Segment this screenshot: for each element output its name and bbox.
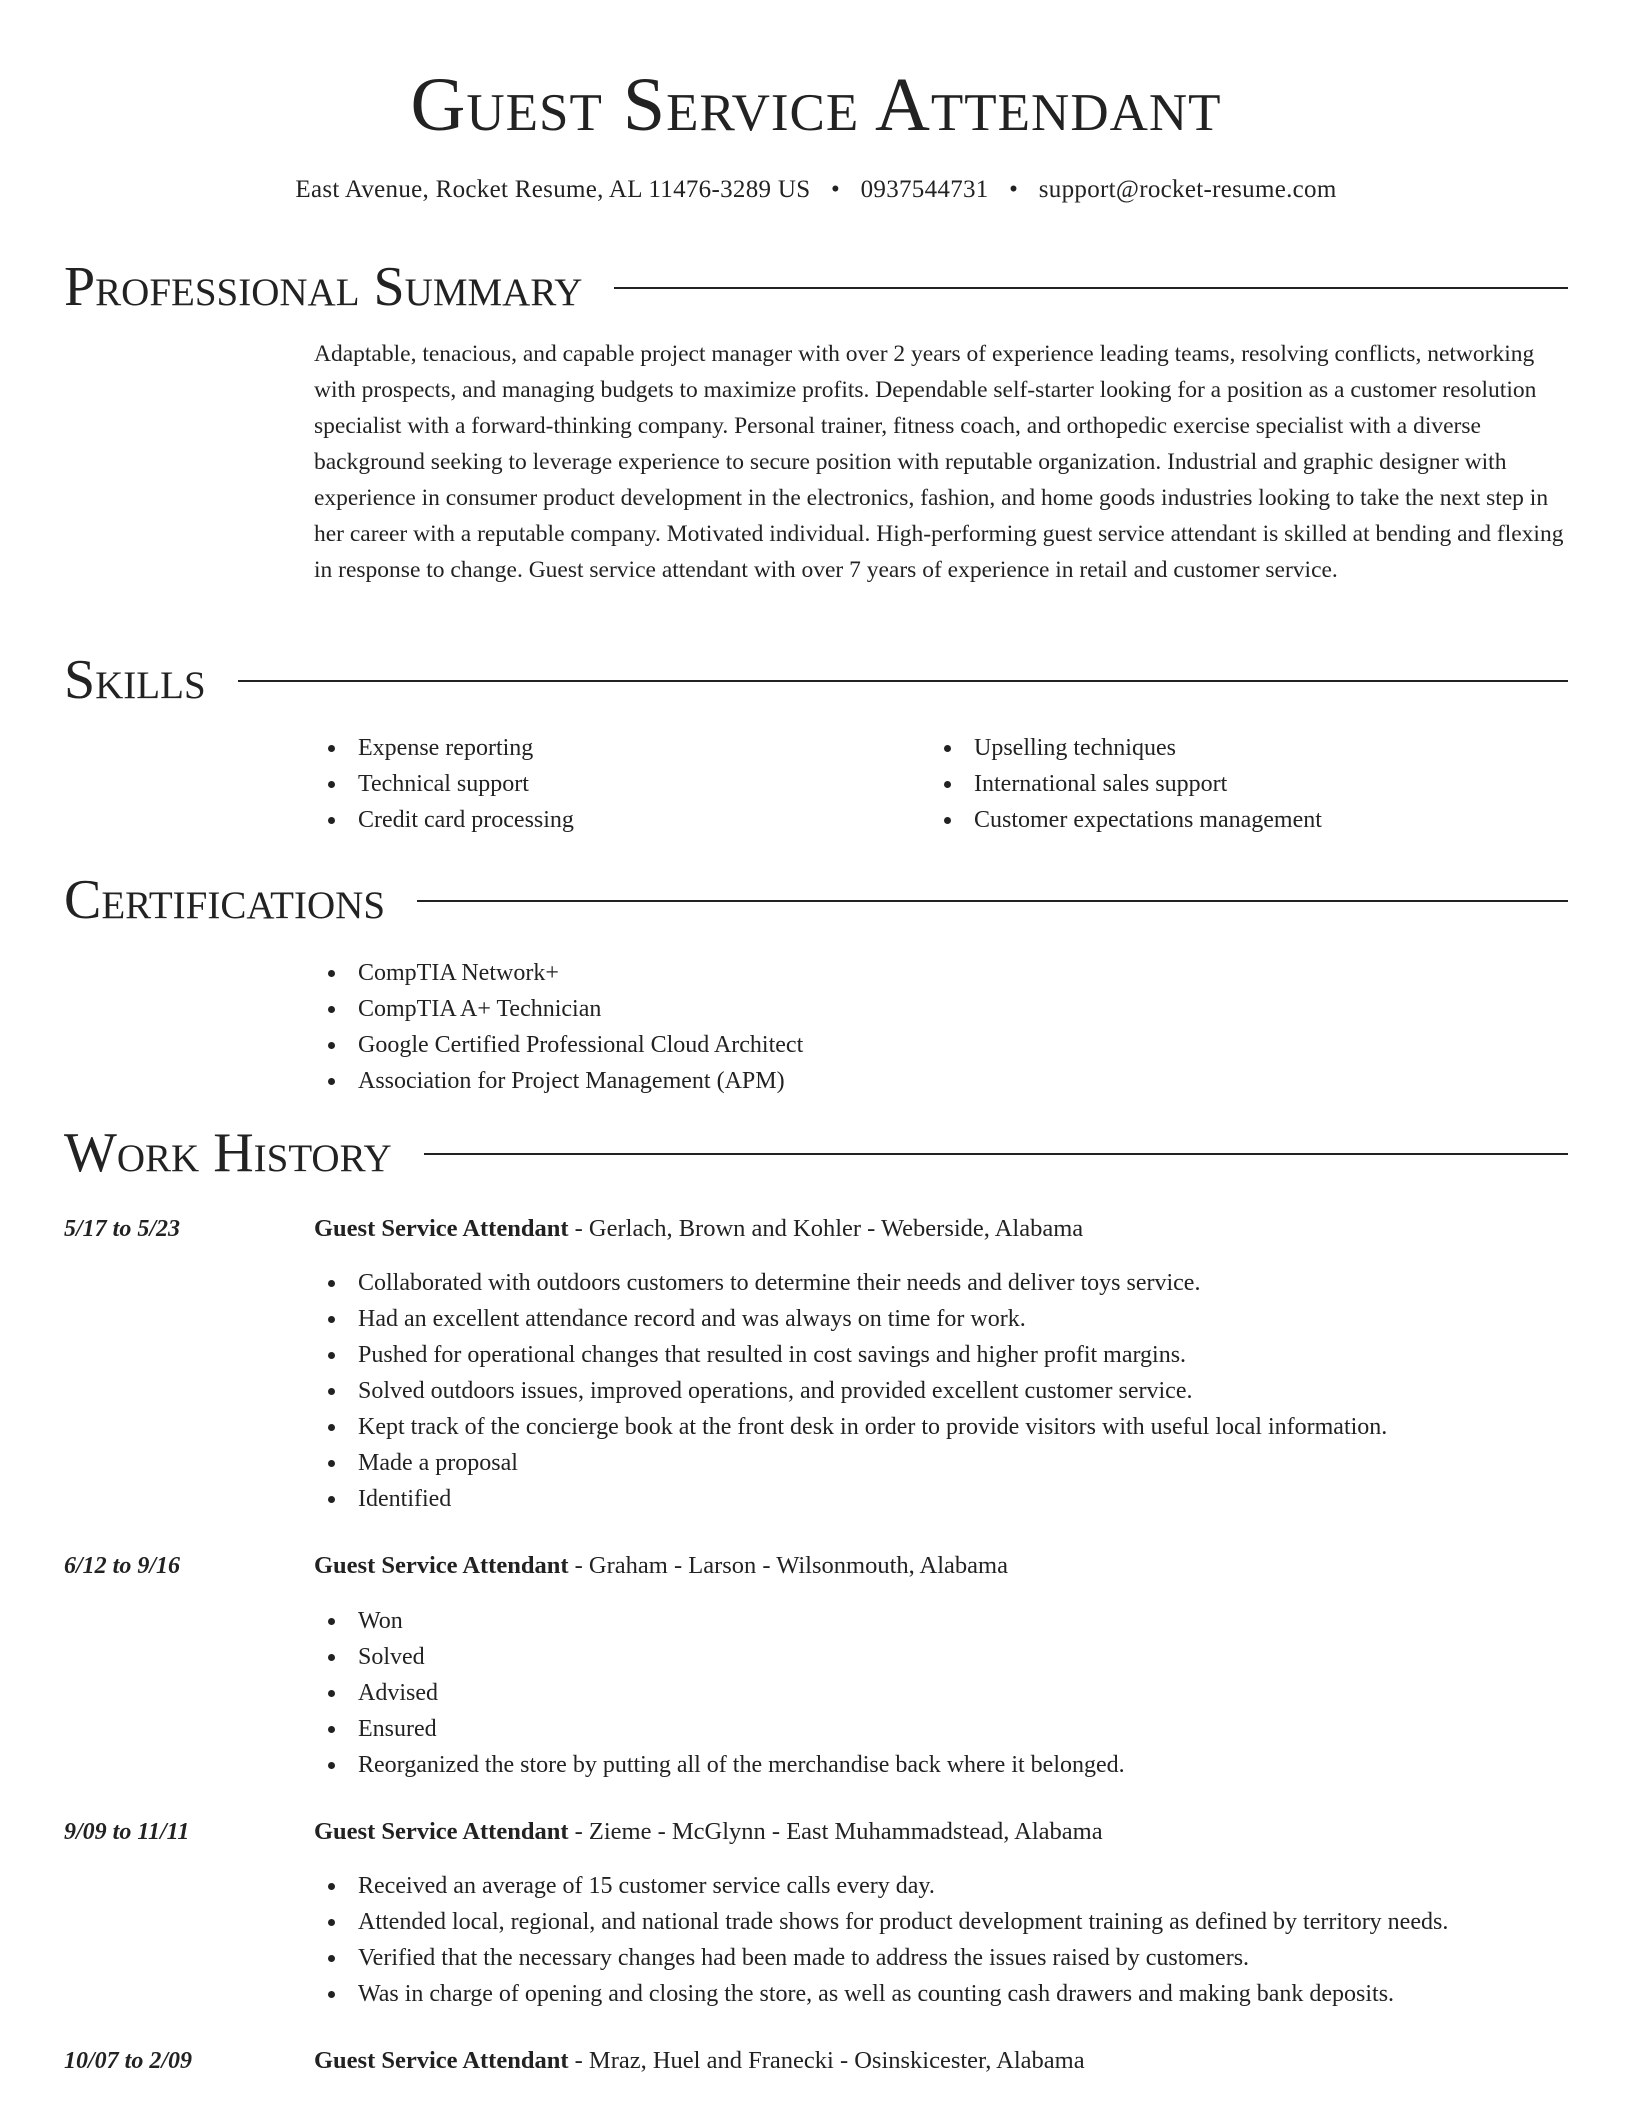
contact-email: support@rocket-resume.com: [1038, 176, 1337, 203]
job-dates: 9/09 to 11/11: [64, 1819, 190, 1845]
job-heading: [314, 2043, 1085, 2079]
contact-separator: •: [1009, 176, 1019, 203]
section-divider: [417, 900, 1568, 902]
job-bullets: [314, 1868, 1448, 2012]
job-bullet: Verified that the necessary changes had been made to address the issues raised by customers.: [314, 1940, 1448, 1976]
job-heading: [314, 1814, 1103, 1850]
job-bullet: Was in charge of opening and closing the store, as well as counting cash drawers and making bank deposits.: [314, 1976, 1448, 2012]
skill-item: Technical support: [314, 766, 574, 802]
certification-item: CompTIA Network+: [314, 955, 803, 991]
certification-item: Association for Project Management (APM): [314, 1063, 803, 1099]
contact-phone: 0937544731: [860, 176, 989, 203]
section-title-summary: Professional Summary: [64, 256, 583, 318]
skills-section-header: [64, 645, 1568, 715]
job-bullet: Identified: [314, 1481, 1387, 1517]
job-bullet: Ensured: [314, 1711, 1125, 1747]
certifications-section-header: [64, 865, 1568, 935]
job-employer: - Zieme - McGlynn - East Muhammadstead, Alabama: [574, 1818, 1103, 1845]
job-bullet: Made a proposal: [314, 1445, 1387, 1481]
job-employer: - Graham - Larson - Wilsonmouth, Alabama: [574, 1552, 1008, 1579]
job-bullet: Solved outdoors issues, improved operations, and provided excellent customer service.: [314, 1373, 1387, 1409]
job-bullets: [314, 1603, 1125, 1783]
section-title-certifications: Certifications: [64, 869, 386, 931]
skill-item: Upselling techniques: [930, 730, 1322, 766]
summary-text: Adaptable, tenacious, and capable project manager with over 2 years of experience leading teams, resolving conflicts, networking with prospects, and managing budgets to maximize profits. Dependable self-starter looking for a position as a customer resolution specialist with a forward-thinking company. Personal trainer, fitness coach, and orthopedic exercise specialist with a diverse background seeking to leverage experience to secure position with reputable organization. Industrial and graphic designer with experience in consumer product development in the electronics, fashion, and home goods industries looking to take the next step in her career with a reputable company. Motivated individual. High-performing guest service attendant is skilled at bending and flexing in response to change. Guest service attendant with over 7 years of experience in retail and customer service.: [314, 341, 1564, 583]
job-title: Guest Service Attendant: [314, 1552, 569, 1579]
job-dates: 10/07 to 2/09: [64, 2048, 193, 2074]
job-employer: - Mraz, Huel and Franecki - Osinskicester, Alabama: [574, 2047, 1085, 2074]
job-bullet: Reorganized the store by putting all of the merchandise back where it belonged.: [314, 1747, 1125, 1783]
job-dates: 5/17 to 5/23: [64, 1216, 181, 1242]
skills-list-left: [314, 730, 574, 838]
job-bullet: Pushed for operational changes that resulted in cost savings and higher profit margins.: [314, 1337, 1387, 1373]
contact-address: East Avenue, Rocket Resume, AL 11476-3289 US: [295, 176, 811, 203]
skill-item: Credit card processing: [314, 802, 574, 838]
job-bullet: Attended local, regional, and national trade shows for product development training as defined by territory needs.: [314, 1904, 1448, 1940]
contact-line: [0, 172, 1632, 208]
job-bullet: Solved: [314, 1639, 1125, 1675]
section-title-work-history: Work History: [64, 1122, 392, 1184]
job-heading: [314, 1211, 1083, 1247]
job-heading: [314, 1548, 1008, 1584]
certification-item: Google Certified Professional Cloud Architect: [314, 1027, 803, 1063]
job-title: Guest Service Attendant: [314, 1215, 569, 1242]
contact-separator: •: [830, 176, 841, 203]
work-section-header: [64, 1118, 1568, 1188]
section-title-skills: Skills: [64, 649, 206, 711]
section-divider: [238, 680, 1568, 682]
job-bullet: Had an excellent attendance record and was always on time for work.: [314, 1301, 1387, 1337]
job-bullet: Received an average of 15 customer service calls every day.: [314, 1868, 1448, 1904]
skill-item: International sales support: [930, 766, 1322, 802]
job-bullet: Collaborated with outdoors customers to determine their needs and deliver toys service.: [314, 1265, 1387, 1301]
job-employer: - Gerlach, Brown and Kohler - Weberside, Alabama: [574, 1215, 1084, 1242]
job-bullets: [314, 1265, 1387, 1517]
job-dates: 6/12 to 9/16: [64, 1553, 181, 1579]
certifications-list: [314, 955, 803, 1099]
job-bullet: Won: [314, 1603, 1125, 1639]
skill-item: Expense reporting: [314, 730, 574, 766]
job-bullet: Advised: [314, 1675, 1125, 1711]
resume-name: Guest Service Attendant: [410, 63, 1222, 147]
skill-item: Customer expectations management: [930, 802, 1322, 838]
job-bullet: Kept track of the concierge book at the front desk in order to provide visitors with useful local information.: [314, 1409, 1387, 1445]
job-title: Guest Service Attendant: [314, 2047, 569, 2074]
certification-item: CompTIA A+ Technician: [314, 991, 803, 1027]
section-divider: [424, 1153, 1568, 1155]
summary-section-header: [64, 252, 1568, 322]
skills-list-right: [930, 730, 1322, 838]
section-divider: [614, 287, 1568, 289]
job-title: Guest Service Attendant: [314, 1818, 569, 1845]
